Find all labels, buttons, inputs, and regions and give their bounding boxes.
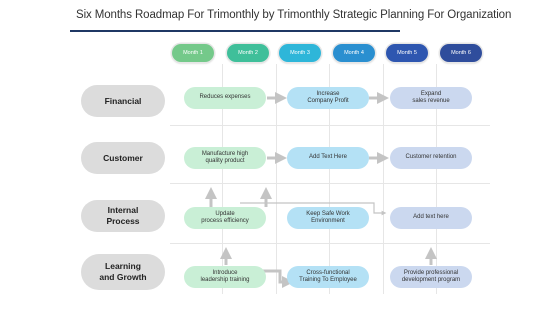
task-add-text-here[interactable] <box>287 147 369 169</box>
task-label: Provide professional development program <box>401 269 461 283</box>
task-label: Reduces expenses <box>199 94 251 101</box>
task-label: Increase Company Profit <box>307 90 349 104</box>
task-expand-sales-revenue[interactable] <box>390 87 472 109</box>
row-label-text: Customer <box>103 152 143 163</box>
month-3-pill[interactable]: Month 3 <box>279 44 321 62</box>
task-label: Update process efficiency <box>201 210 249 224</box>
task-add-text-here-2[interactable] <box>390 207 472 229</box>
task-label: Manufacture high quality product <box>201 150 249 164</box>
task-professional-development-program[interactable] <box>390 266 472 288</box>
month-1-pill[interactable]: Month 1 <box>172 44 214 62</box>
task-label: Keep Safe Work Environment <box>306 210 350 224</box>
month-5-pill[interactable]: Month 5 <box>386 44 428 62</box>
month-2-pill[interactable]: Month 2 <box>227 44 269 62</box>
row-label-text: Learning and Growth <box>99 261 147 282</box>
task-reduces-expenses[interactable] <box>184 87 266 109</box>
page-title: Six Months Roadmap For Trimonthly by Trimonthly Strategic Planning For Organization <box>76 9 512 21</box>
month-6-pill[interactable]: Month 6 <box>440 44 482 62</box>
task-label: Customer retention <box>405 154 457 161</box>
task-label: Add text here <box>413 214 449 221</box>
task-label: Expand sales revenue <box>412 90 450 104</box>
row-label-text: Financial <box>104 95 142 106</box>
task-increase-company-profit[interactable] <box>287 87 369 109</box>
task-label: Cross-functional Training To Employee <box>299 269 357 283</box>
task-update-process-efficiency[interactable] <box>184 207 266 229</box>
task-customer-retention[interactable] <box>390 147 472 169</box>
row-label-text: Internal Process <box>106 205 140 226</box>
task-introduce-leadership-training[interactable] <box>184 266 266 288</box>
task-cross-functional-training[interactable] <box>287 266 369 288</box>
task-label: Introduce leadership training <box>200 269 250 283</box>
task-keep-safe-work-environment[interactable] <box>287 207 369 229</box>
month-4-pill[interactable]: Month 4 <box>333 44 375 62</box>
task-label: Add Text Here <box>309 154 347 161</box>
task-manufacture-quality-product[interactable] <box>184 147 266 169</box>
